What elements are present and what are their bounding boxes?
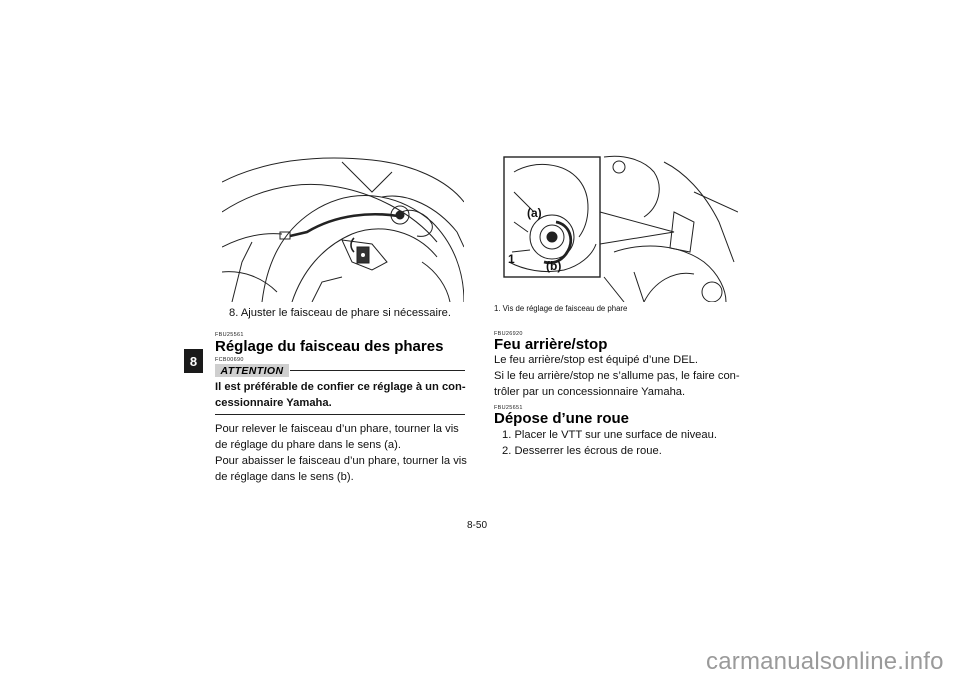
label-1: 1 (508, 252, 515, 266)
ref-code: FBU26920 (494, 331, 523, 337)
body-line: Le feu arrière/stop est équipé d’une DEL. (494, 354, 698, 366)
chapter-tab: 8 (184, 349, 203, 373)
body-line: trôler par un concessionnaire Yamaha. (494, 386, 686, 398)
body-line: de réglage du phare dans le sens (a). (215, 439, 401, 451)
headlight-illustration-left (222, 152, 464, 302)
figure-caption: 1. Vis de réglage de faisceau de phare (494, 304, 628, 313)
step-8: 8. Ajuster le faisceau de phare si nécessaire. (229, 307, 452, 319)
label-b: (b) (546, 259, 562, 273)
section-heading: Feu arrière/stop (494, 336, 608, 353)
attention-text-line: cessionnaire Yamaha. (215, 397, 332, 409)
attention-end-rule (215, 414, 465, 415)
attention-rule (290, 370, 465, 371)
headlight-illustration-right (494, 152, 738, 302)
attention-badge: ATTENTION (215, 364, 289, 377)
body-line: Pour abaisser le faisceau d’un phare, tourner la vis (215, 455, 467, 467)
label-a: (a) (527, 206, 542, 220)
section-heading: Réglage du faisceau des phares (215, 338, 444, 355)
attention-text-line: Il est préférable de confier ce réglage à un con- (215, 381, 466, 393)
page-number: 8-50 (467, 520, 488, 531)
ref-code: FBU25561 (215, 332, 244, 338)
ref-code: FCB00690 (215, 357, 244, 363)
step-1: 1. Placer le VTT sur une surface de niveau. (502, 429, 717, 441)
section-heading: Dépose d’une roue (494, 410, 630, 427)
body-line: Pour relever le faisceau d’un phare, tourner la vis (215, 423, 459, 435)
watermark: carmanualsonline.info (706, 648, 944, 675)
ref-code: FBU25651 (494, 405, 523, 411)
step-2: 2. Desserrer les écrous de roue. (502, 445, 662, 457)
body-line: Si le feu arrière/stop ne s’allume pas, le faire con- (494, 370, 740, 382)
body-line: de réglage dans le sens (b). (215, 471, 354, 483)
